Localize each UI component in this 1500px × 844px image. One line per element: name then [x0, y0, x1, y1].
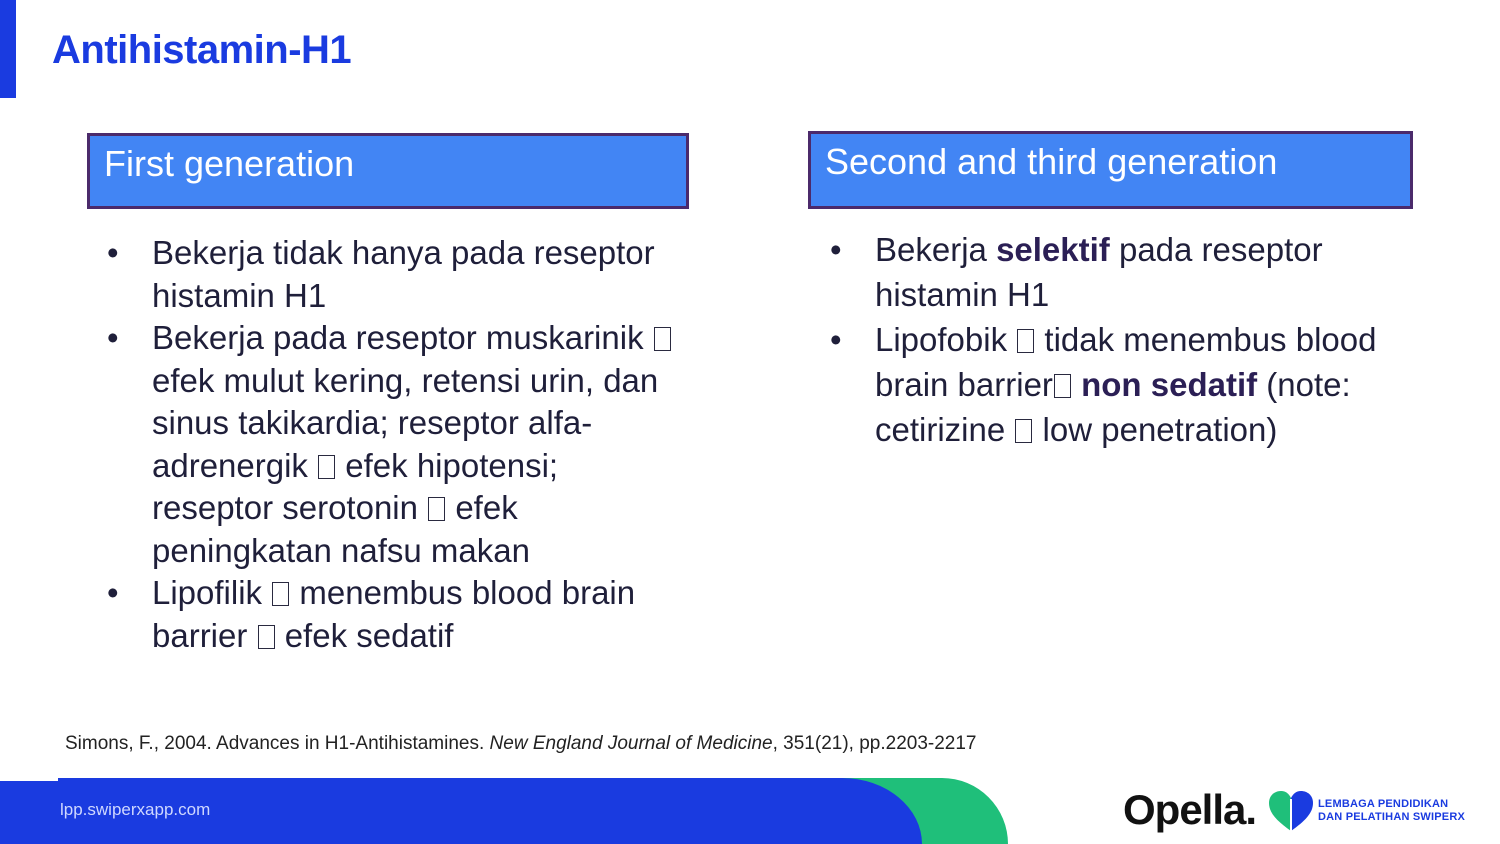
- bullet-dot: •: [107, 574, 119, 611]
- title-accent-bar: [0, 0, 16, 98]
- reference-citation: [65, 733, 977, 755]
- item-text: menembus blood brain barrier: [152, 574, 636, 654]
- item-text: efek peningkatan nafsu makan: [152, 489, 530, 569]
- organization-line-1: LEMBAGA PENDIDIKAN: [1318, 798, 1449, 810]
- opella-logo: Opella.: [1123, 786, 1257, 833]
- item-text: low penetration): [1033, 411, 1278, 448]
- bullet-dot: •: [830, 321, 842, 358]
- reference-journal: New England Journal of Medicine: [489, 733, 773, 754]
- arrow-box-icon: [272, 582, 289, 606]
- second-third-generation-header: Second and third generation: [808, 131, 1413, 209]
- footer-url: lpp.swiperxapp.com: [60, 800, 211, 819]
- arrow-box-icon: [258, 625, 275, 649]
- list-item: [107, 232, 687, 317]
- footer-divider: [0, 778, 58, 781]
- list-item: [830, 317, 1400, 452]
- organization-line-2: DAN PELATIHAN SWIPERX: [1318, 811, 1466, 823]
- organization-name: [1318, 798, 1465, 824]
- emphasis-text: non sedatif: [1081, 366, 1258, 403]
- item-text: pada reseptor histamin H1: [875, 231, 1323, 313]
- arrow-box-icon: [654, 327, 671, 351]
- arrow-box-icon: [1054, 374, 1071, 398]
- item-text: Lipofilik: [152, 574, 272, 611]
- item-text: [1072, 366, 1081, 403]
- reference-details: , 351(21), pp.2203-2217: [772, 733, 977, 754]
- list-item: [107, 317, 687, 572]
- slide-title: Antihistamin-H1: [52, 28, 352, 72]
- arrow-box-icon: [1015, 419, 1032, 443]
- arrow-box-icon: [318, 455, 335, 479]
- arrow-box-icon: [428, 497, 445, 521]
- item-text: Bekerja pada reseptor muskarinik: [152, 319, 653, 356]
- item-text: tidak menembus blood brain barrier: [875, 321, 1377, 403]
- second-third-generation-list: [830, 227, 1400, 452]
- bullet-dot: •: [107, 234, 119, 271]
- arrow-box-icon: [1017, 329, 1034, 353]
- emphasis-text: selektif: [996, 231, 1110, 268]
- first-generation-header: First generation: [87, 133, 689, 209]
- bullet-dot: •: [830, 231, 842, 268]
- reference-authors: Simons, F., 2004. Advances in H1-Antihistamines.: [65, 733, 490, 754]
- item-text: Bekerja tidak hanya pada reseptor histamin H1: [152, 234, 655, 314]
- item-text: efek mulut kering, retensi urin, dan sinus takikardia; reseptor alfa-adrenergik: [152, 361, 659, 484]
- swiperx-heart-icon: [1267, 789, 1315, 833]
- list-item: [830, 227, 1400, 317]
- item-text: Lipofobik: [875, 321, 1017, 358]
- bullet-dot: •: [107, 319, 119, 356]
- list-item: [107, 572, 687, 657]
- item-text: efek sedatif: [275, 616, 454, 654]
- first-generation-list: [107, 232, 687, 657]
- item-text: (note: cetirizine: [875, 366, 1351, 448]
- item-text: efek hipotensi; reseptor serotonin: [152, 446, 559, 526]
- item-text: Bekerja: [875, 231, 997, 268]
